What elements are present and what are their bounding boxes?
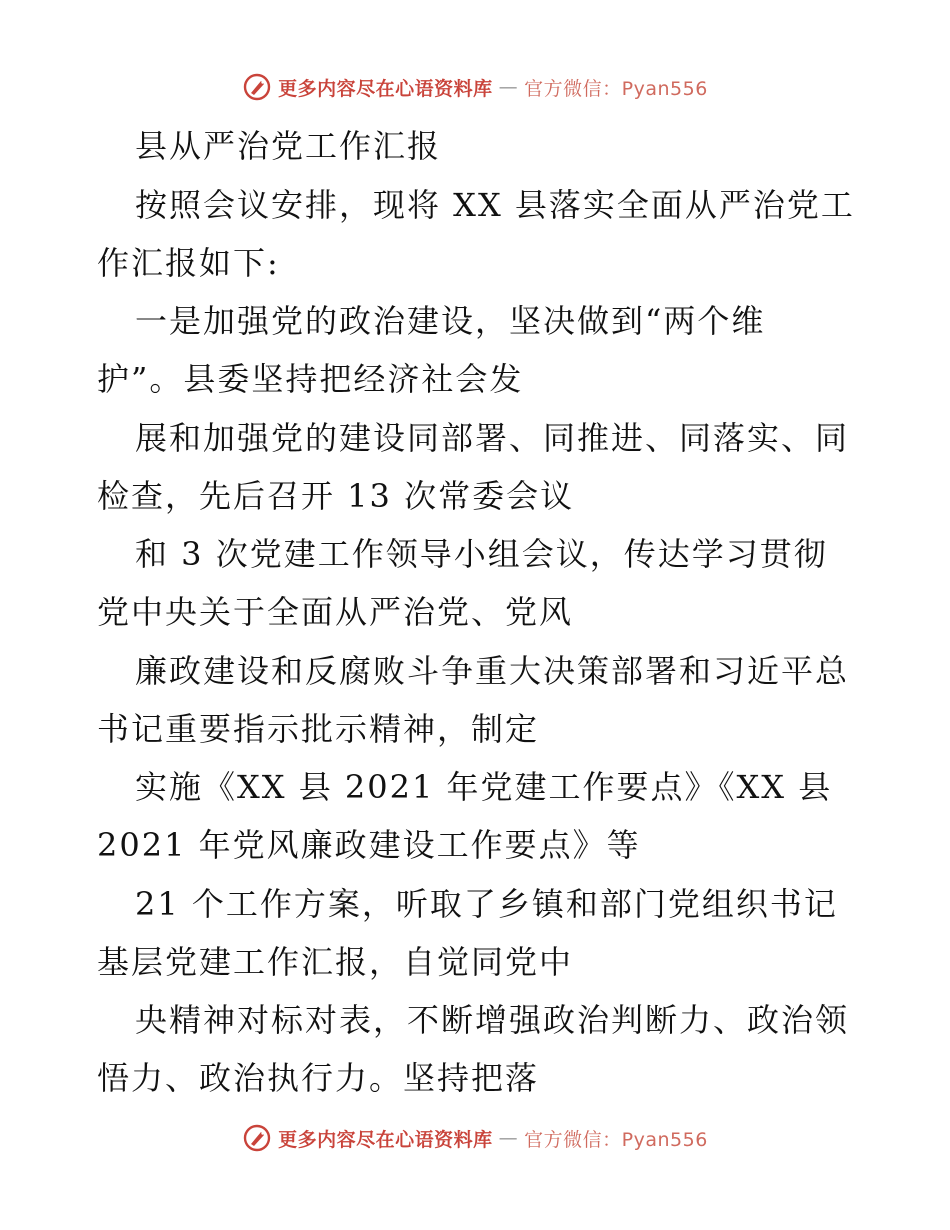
paragraph-line: 廉政建设和反腐败斗争重大决策部署和习近平总 [135, 652, 850, 690]
paragraph-line: 央精神对标对表，不断增强政治判断力、政治领 [135, 1001, 850, 1039]
footer-watermark [0, 1123, 950, 1153]
paragraph-line: 按照会议安排，现将 XX 县落实全面从严治党工 [135, 186, 855, 224]
watermark-dash: — [498, 1127, 519, 1149]
paragraph-line: 悟力、政治执行力。坚持把落 [97, 1059, 540, 1097]
paragraph-line: 实施《XX 县 2021 年党建工作要点》《XX 县 [135, 768, 833, 806]
watermark-dash: — [498, 76, 519, 98]
paragraph-line: 书记重要指示批示精神，制定 [97, 710, 540, 748]
paragraph-line: 党中央关于全面从严治党、党风 [97, 593, 574, 631]
document-title: 县从严治党工作汇报 [135, 127, 442, 165]
paragraph-line: 展和加强党的建设同部署、同推进、同落实、同 [135, 419, 850, 457]
paragraph-line: 21 个工作方案，听取了乡镇和部门党组织书记 [135, 885, 838, 923]
header-watermark [0, 72, 950, 102]
watermark-contact: 官方微信：Pyan556 [524, 77, 708, 100]
paragraph-line: 检查，先后召开 13 次常委会议 [97, 477, 575, 515]
paragraph-line: 2021 年党风廉政建设工作要点》等 [97, 826, 641, 864]
watermark-text: 更多内容尽在心语资料库 [278, 1128, 493, 1151]
paragraph-line: 基层党建工作汇报，自觉同党中 [97, 943, 574, 981]
paragraph-line: 和 3 次党建工作领导小组会议，传达学习贯彻 [135, 535, 828, 573]
watermark-contact: 官方微信：Pyan556 [524, 1128, 708, 1151]
watermark-text: 更多内容尽在心语资料库 [278, 77, 493, 100]
pen-nib-logo-icon [242, 1123, 272, 1153]
pen-nib-logo-icon [242, 72, 272, 102]
paragraph-line: 一是加强党的政治建设，坚决做到“两个维 [135, 302, 766, 340]
paragraph-line: 护”。县委坚持把经济社会发 [97, 360, 524, 398]
paragraph-line: 作汇报如下: [97, 244, 280, 282]
